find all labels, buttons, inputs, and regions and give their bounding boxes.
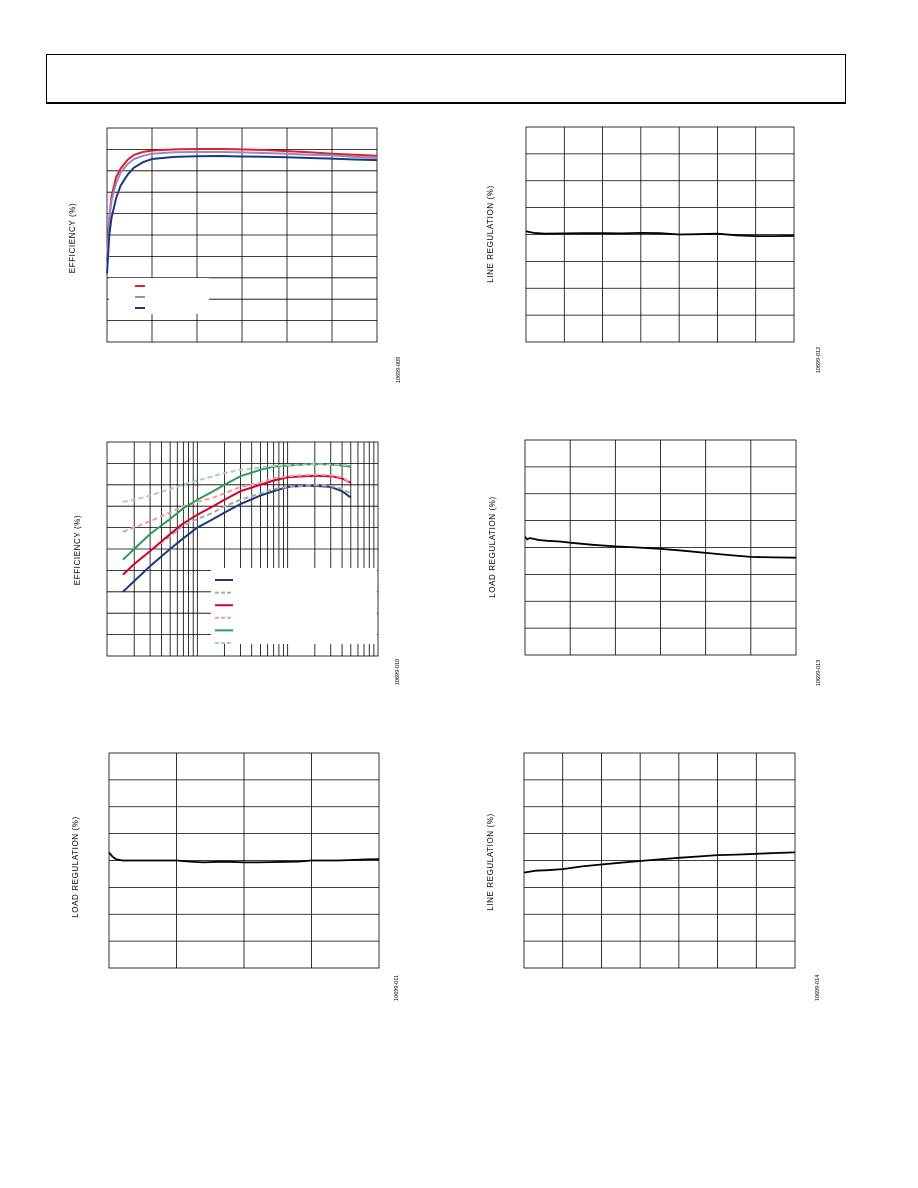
y-axis-label: EFFICIENCY (%) bbox=[73, 514, 82, 586]
load-regulation-chart-1 bbox=[480, 430, 825, 700]
series-line bbox=[123, 475, 351, 532]
y-axis-label: LOAD REGULATION (%) bbox=[488, 496, 497, 598]
page-header-box bbox=[46, 54, 846, 104]
chart-grid bbox=[525, 440, 796, 655]
y-axis-label: LOAD REGULATION (%) bbox=[71, 816, 80, 918]
y-axis-label: LINE REGULATION (%) bbox=[486, 813, 495, 911]
chart-grid bbox=[524, 753, 795, 968]
chart-legend bbox=[109, 278, 209, 314]
y-axis-label: EFFICIENCY (%) bbox=[68, 202, 77, 274]
chart-legend bbox=[211, 568, 377, 644]
series-line bbox=[524, 852, 795, 872]
y-axis-label: LINE REGULATION (%) bbox=[486, 185, 495, 283]
series-line bbox=[526, 231, 794, 236]
figure-code: 10699-011 bbox=[394, 975, 400, 1001]
figure-code: 10699-012 bbox=[816, 346, 822, 374]
legend-box bbox=[109, 278, 209, 314]
legend-box bbox=[211, 568, 377, 644]
efficiency-chart-2 bbox=[60, 430, 401, 700]
load-regulation-chart-2 bbox=[60, 745, 400, 1015]
chart-grid bbox=[526, 127, 794, 342]
figure-code: 10699-009 bbox=[396, 356, 402, 384]
line-regulation-chart-1 bbox=[480, 120, 820, 390]
figure-code: 10699-010 bbox=[395, 658, 401, 686]
line-regulation-chart-2 bbox=[480, 745, 825, 1015]
chart-series bbox=[526, 231, 794, 236]
figure-code: 10699-013 bbox=[816, 659, 822, 687]
figure-code: 10699-014 bbox=[815, 974, 821, 1002]
efficiency-chart-1 bbox=[60, 120, 402, 390]
series-line bbox=[123, 464, 351, 502]
chart-series bbox=[524, 852, 795, 872]
